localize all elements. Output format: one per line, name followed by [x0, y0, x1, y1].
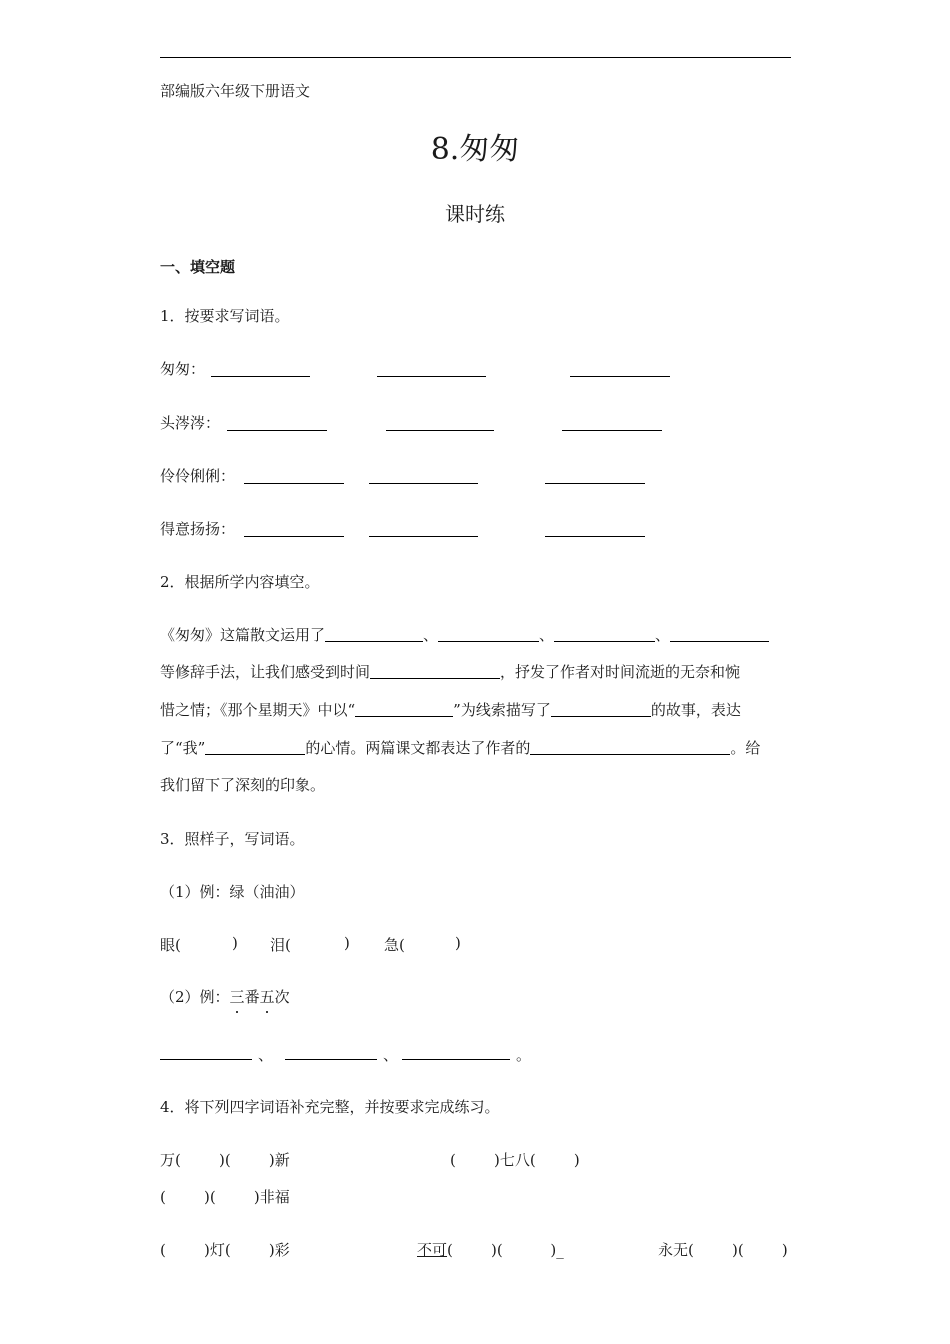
q2-line-5 [160, 774, 791, 795]
question-4-prompt: 4．将下列四字词语补充完整，并按要求完成练习。 [160, 1098, 500, 1116]
answer-blank[interactable] [244, 483, 344, 484]
q3-example-1: （1）例：绿（油油） [160, 883, 305, 901]
page-title: 8.匆匆 [430, 132, 520, 167]
example-char: 次 [274, 988, 290, 1006]
q3-example-2 [160, 986, 290, 1007]
section-heading: 一、填空题 [160, 258, 236, 276]
q2-text: 等修辞手法，让我们感受到时间 [160, 663, 371, 681]
q3-item-close: ) [344, 934, 350, 952]
q2-line-4 [160, 737, 791, 758]
header-text: 部编版六年级下册语文 [160, 82, 311, 100]
q2-text: 《匆匆》这篇散文运用了 [160, 626, 326, 644]
q3-item-close: ) [455, 934, 461, 952]
answer-blank[interactable] [545, 483, 645, 484]
answer-blank[interactable] [545, 536, 645, 537]
q2-text: 我们留下了深刻的印象。 [160, 776, 326, 794]
answer-blank[interactable] [562, 430, 662, 431]
answer-blank[interactable] [438, 625, 539, 642]
q3-item-open: 急( [384, 936, 405, 954]
q3-sep: 、 [258, 1046, 274, 1064]
answer-blank[interactable] [386, 430, 494, 431]
top-rule [160, 57, 791, 58]
answer-blank[interactable] [530, 738, 730, 755]
answer-blank[interactable] [369, 483, 478, 484]
q1-row-label: 匆匆： [160, 360, 206, 378]
q2-line-1 [160, 624, 791, 645]
q2-sep: 、 [655, 626, 671, 644]
q2-sep: 、 [539, 626, 555, 644]
q1-row-label: 伶伶俐俐： [160, 467, 236, 485]
q2-text: 的故事，表达 [650, 701, 741, 719]
answer-blank[interactable] [211, 376, 310, 377]
q2-text: ，抒发了作者对时间流逝的无奈和惋 [500, 663, 741, 681]
q3-item-open: 眼( [160, 936, 181, 954]
answer-blank[interactable] [205, 738, 305, 755]
q4-idiom: ( )( )非福 [160, 1188, 290, 1206]
q2-sep: 、 [423, 626, 439, 644]
answer-blank[interactable] [670, 625, 769, 642]
q3-item-close: ) [232, 934, 238, 952]
q2-line-3 [160, 699, 791, 720]
answer-blank[interactable] [370, 662, 500, 679]
answer-blank[interactable] [227, 430, 327, 431]
q2-text: ”为线索描写了 [453, 701, 551, 719]
answer-blank[interactable] [285, 1059, 377, 1060]
answer-blank[interactable] [570, 376, 670, 377]
q2-text: 的心情。两篇课文都表达了作者的 [305, 739, 531, 757]
q3-sep: 、 [383, 1046, 399, 1064]
answer-blank[interactable] [355, 700, 453, 717]
q4-idiom: ( )七八( ) [450, 1151, 580, 1169]
q4-idiom: 万( )( )新 [160, 1151, 290, 1169]
question-3-prompt: 3．照样子，写词语。 [160, 830, 305, 848]
answer-blank[interactable] [551, 700, 651, 717]
q4-idiom [417, 1239, 564, 1260]
answer-blank[interactable] [160, 1059, 252, 1060]
underlined-chars: 不可 [417, 1241, 448, 1259]
answer-blank[interactable] [369, 536, 478, 537]
q4-idiom: 永无( )( ) [658, 1241, 788, 1259]
q1-row-label: 得意扬扬： [160, 520, 236, 538]
q2-text: 惜之情；《那个星期天》中以“ [160, 701, 356, 719]
emphasized-char: 五 [259, 988, 275, 1006]
answer-blank[interactable] [377, 376, 486, 377]
question-2-prompt: 2．根据所学内容填空。 [160, 573, 320, 591]
answer-blank[interactable] [554, 625, 655, 642]
q2-line-2 [160, 661, 791, 682]
question-1-prompt: 1．按要求写词语。 [160, 307, 290, 325]
answer-blank[interactable] [402, 1059, 510, 1060]
q3-example-2-prefix: （2）例： [160, 988, 230, 1006]
q4-idiom: ( )灯( )彩 [160, 1241, 290, 1259]
q3-item-open: 泪( [270, 936, 291, 954]
q3-end: 。 [516, 1046, 532, 1064]
answer-blank[interactable] [325, 625, 423, 642]
example-char: 番 [244, 988, 260, 1006]
answer-blank[interactable] [244, 536, 344, 537]
q1-row-label: 头涔涔： [160, 414, 221, 432]
idiom-rest: ( )( )_ [447, 1241, 564, 1259]
page-subtitle: 课时练 [445, 202, 505, 226]
q2-text: 。给 [730, 739, 761, 757]
q2-text: 了“我” [160, 739, 206, 757]
emphasized-char: 三 [229, 988, 245, 1006]
